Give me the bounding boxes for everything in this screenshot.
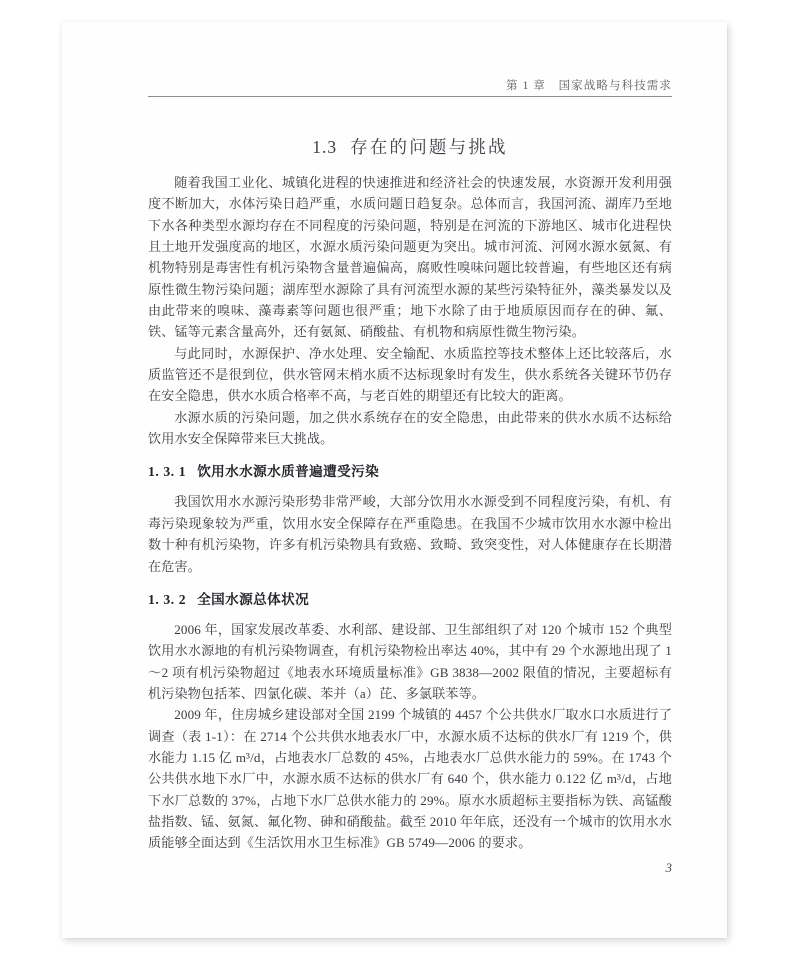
paragraph-intro-1: 随着我国工业化、城镇化进程的快速推进和经济社会的快速发展，水资源开发利用强度不断加大，水体污染日趋严重，水质问题日趋复杂。总体而言，我国河流、湖库乃至地下水各种类型水源均存在不同程度的污染问题，特别是在河流的下游地区、城市化进程快且土地开发强度高的地区，水源水质污染问题更为突出。城市河流、河网水源水氨氮、有机物特别是毒害性有机污染物含量普遍偏高，腐败性嗅味问题比较普遍，有些地区还有病原性微生物污染问题；湖库型水源除了具有河流型水源的某些污染特征外，藻类暴发以及由此带来的嗅味、藻毒素等问题也很严重；地下水除了由于地质原因而存在的砷、氟、铁、锰等元素含量高外，还有氨氮、硝酸盐、有机物和病原性微生物污染。 [148,175,672,340]
section-title-text: 存在的问题与挑战 [350,137,508,157]
subsection-number-1-3-2: 1. 3. 2 [148,591,187,607]
subsection-number-1-3-1: 1. 3. 1 [148,464,187,480]
page-content-area [62,22,727,938]
paragraph-intro-3: 水源水质的污染问题，加之供水系统存在的安全隐患，由此带来的供水水质不达标给饮用水安全保障带来巨大挑战。 [148,409,672,447]
subsection-heading-1-3-1 [148,462,672,482]
paragraph-intro-2: 与此同时，水源保护、净水处理、安全输配、水质监控等技术整体上还比较落后，水质监管还不是很到位，供水管网末梢水质不达标现象时有发生，供水系统各关键环节仍存在安全隐患，供水水质合格率不高，与老百姓的期望还有比较大的距离。 [148,345,672,404]
body-column [148,172,672,854]
paragraph-1-3-2-a: 2006 年，国家发展改革委、水利部、建设部、卫生部组织了对 120 个城市 152 个典型饮用水水源地的有机污染物调查，有机污染物检出率达 40%，其中有 29 个水源地出现了 1～2 项有机污染物超过《地表水环境质量标准》GB 3838—2002 限值的情况，主要超标有机污染物包括苯、四氯化碳、苯并（a）芘、多氯联苯等。 [148,621,672,701]
running-header [148,77,672,97]
book-page [62,22,727,938]
page-title [148,134,672,159]
subsection-title-1-3-2: 全国水源总体状况 [197,591,310,607]
subsection-title-1-3-1: 饮用水水源水质普遍遭受污染 [197,464,380,480]
page-number: 3 [665,860,672,875]
subsection-heading-1-3-2 [148,590,672,610]
paragraph-1-3-2-b: 2009 年，住房城乡建设部对全国 2199 个城镇的 4457 个公共供水厂取水口水质进行了调查（表 1-1）：在 2714 个公共供水地表水厂中，水源水质不达标的供水厂有 1219 个，供水能力 1.15 亿 m³/d，占地表水厂总数的 45%，占地表水厂总供水能力的 59%。在 1743 个公共供水地下水厂中，水源水质不达标的供水厂有 640 个，供水能力 0.122 亿 m³/d，占地下水厂总数的 37%，占地下水厂总供水能力的 29%。原水水质超标主要指标为铁、高锰酸盐指数、锰、氨氮、氟化物、砷和硝酸盐。截至 2010 年年底，还没有一个城市的饮用水水质能够全面达到《生活饮用水卫生标准》GB 5749—2006 的要求。 [148,707,672,851]
paragraph-1-3-1-a: 我国饮用水水源污染形势非常严峻，大部分饮用水水源受到不同程度污染，有机、有毒污染现象较为严重，饮用水安全保障存在严重隐患。在我国不少城市饮用水水源中检出数十种有机污染物，许多有机污染物具有致癌、致畸、致突变性，对人体健康存在长期潜在危害。 [148,494,672,574]
section-number: 1.3 [312,137,338,157]
header-rule [148,96,672,97]
running-header-text: 第 1 章 国家战略与科技需求 [506,80,672,92]
